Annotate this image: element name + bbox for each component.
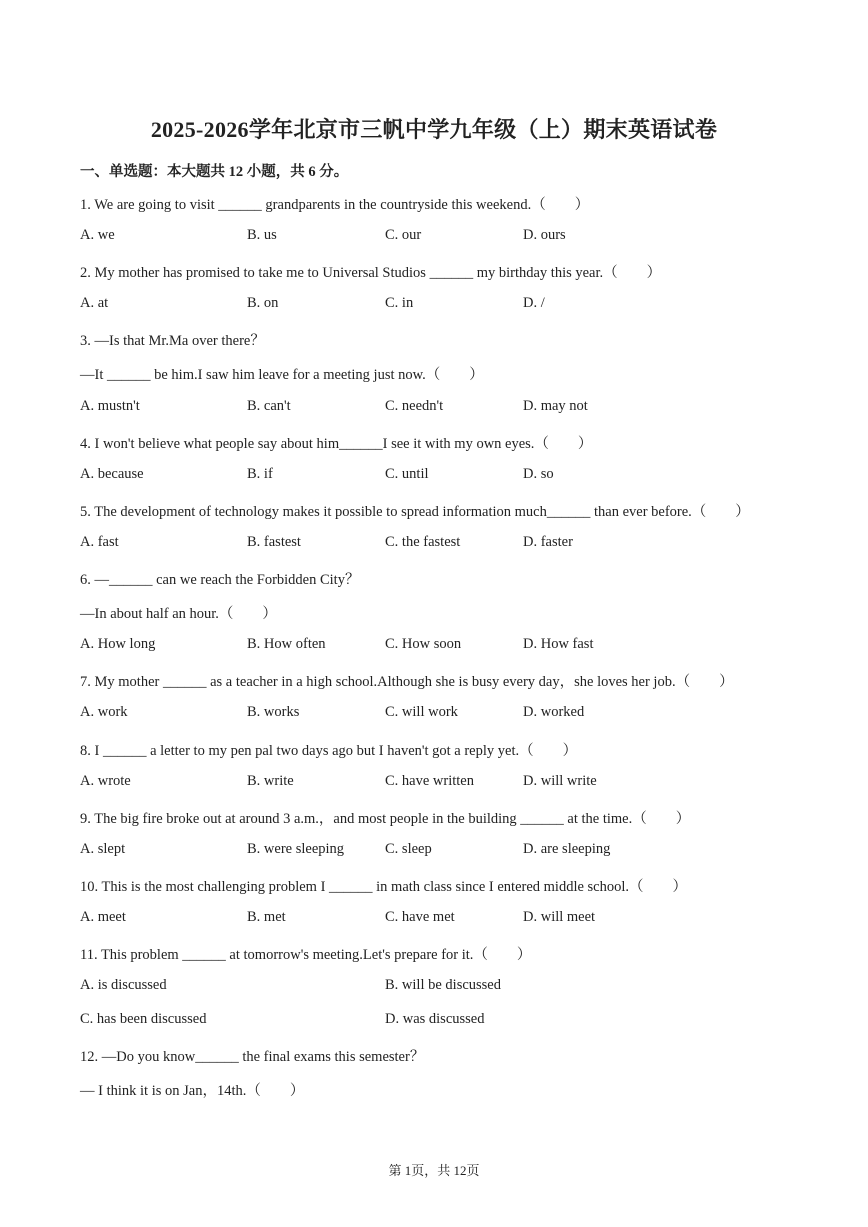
- q5-option-b: B. fastest: [247, 534, 301, 550]
- question-12-reply: — I think it is on Jan，14th.（ ）: [80, 1083, 305, 1099]
- q6-option-d: D. How fast: [523, 636, 594, 652]
- q9-option-d: D. are sleeping: [523, 841, 611, 857]
- q8-option-c: C. have written: [385, 773, 474, 789]
- q10-option-a: A. meet: [80, 909, 126, 925]
- q3-option-b: B. can't: [247, 398, 291, 414]
- q4-option-d: D. so: [523, 466, 554, 482]
- q11-option-a: A. is discussed: [80, 977, 167, 993]
- question-1-stem: 1. We are going to visit ______ grandparents in the countryside this weekend.（ ）: [80, 197, 590, 213]
- q10-option-d: D. will meet: [523, 909, 596, 925]
- q8-option-d: D. will write: [523, 773, 597, 789]
- q6-option-c: C. How soon: [385, 636, 462, 652]
- q3-option-a: A. mustn't: [80, 398, 140, 414]
- q10-option-b: B. met: [247, 909, 286, 925]
- q6-option-a: A. How long: [80, 636, 156, 652]
- q1-option-c: C. our: [385, 227, 422, 243]
- q9-option-b: B. were sleeping: [247, 841, 345, 857]
- question-11-stem: 11. This problem ______ at tomorrow's meeting.Let's prepare for it.（ ）: [80, 947, 532, 963]
- q9-option-a: A. slept: [80, 841, 126, 857]
- q1-option-a: A. we: [80, 227, 115, 243]
- question-9-stem: 9. The big fire broke out at around 3 a.m.，and most people in the building ______ at the time.（ ）: [80, 811, 691, 827]
- question-6-reply: —In about half an hour.（ ）: [80, 606, 277, 622]
- q11-option-b: B. will be discussed: [385, 977, 501, 993]
- q5-option-d: D. faster: [523, 534, 573, 550]
- q2-option-c: C. in: [385, 295, 414, 311]
- section-heading: 一、单选题：本大题共 12 小题，共 6 分。: [80, 164, 349, 180]
- q1-option-b: B. us: [247, 227, 277, 243]
- q11-option-c: C. has been discussed: [80, 1011, 207, 1027]
- q4-option-a: A. because: [80, 466, 144, 482]
- q9-option-c: C. sleep: [385, 841, 432, 857]
- q3-option-d: D. may not: [523, 398, 588, 414]
- q7-option-a: A. work: [80, 704, 128, 720]
- q4-option-b: B. if: [247, 466, 273, 482]
- page-footer: 第 1页，共 12页: [388, 1163, 480, 1178]
- question-2-stem: 2. My mother has promised to take me to Universal Studios ______ my birthday this year.（ ）: [80, 265, 662, 281]
- q11-option-d: D. was discussed: [385, 1011, 485, 1027]
- q2-option-d: D. /: [523, 295, 545, 311]
- question-8-stem: 8. I ______ a letter to my pen pal two days ago but I haven't got a reply yet.（ ）: [80, 743, 578, 759]
- q10-option-c: C. have met: [385, 909, 455, 925]
- question-10-stem: 10. This is the most challenging problem I ______ in math class since I entered middle school.（ ）: [80, 879, 688, 895]
- question-4-stem: 4. I won't believe what people say about him______I see it with my own eyes.（ ）: [80, 436, 593, 452]
- question-6-stem: 6. —______ can we reach the Forbidden City？: [80, 572, 360, 588]
- q7-option-b: B. works: [247, 704, 300, 720]
- q4-option-c: C. until: [385, 466, 429, 482]
- q5-option-a: A. fast: [80, 534, 119, 550]
- q2-option-b: B. on: [247, 295, 279, 311]
- q5-option-c: C. the fastest: [385, 534, 461, 550]
- q1-option-d: D. ours: [523, 227, 566, 243]
- question-3-stem: 3. —Is that Mr.Ma over there？: [80, 333, 265, 349]
- q3-option-c: C. needn't: [385, 398, 444, 414]
- question-3-reply: —It ______ be him.I saw him leave for a meeting just now.（ ）: [80, 367, 484, 383]
- question-12-stem: 12. —Do you know______ the final exams this semester？: [80, 1049, 425, 1065]
- question-5-stem: 5. The development of technology makes it possible to spread information much______ than ever before.（ ）: [80, 504, 750, 520]
- q2-option-a: A. at: [80, 295, 109, 311]
- page-title: 2025-2026学年北京市三帆中学九年级（上）期末英语试卷: [150, 117, 718, 142]
- question-7-stem: 7. My mother ______ as a teacher in a high school.Although she is busy every day，she loves her job.（ ）: [80, 674, 734, 690]
- q8-option-b: B. write: [247, 773, 294, 789]
- q8-option-a: A. wrote: [80, 773, 131, 789]
- q7-option-d: D. worked: [523, 704, 585, 720]
- q6-option-b: B. How often: [247, 636, 326, 652]
- q7-option-c: C. will work: [385, 704, 458, 720]
